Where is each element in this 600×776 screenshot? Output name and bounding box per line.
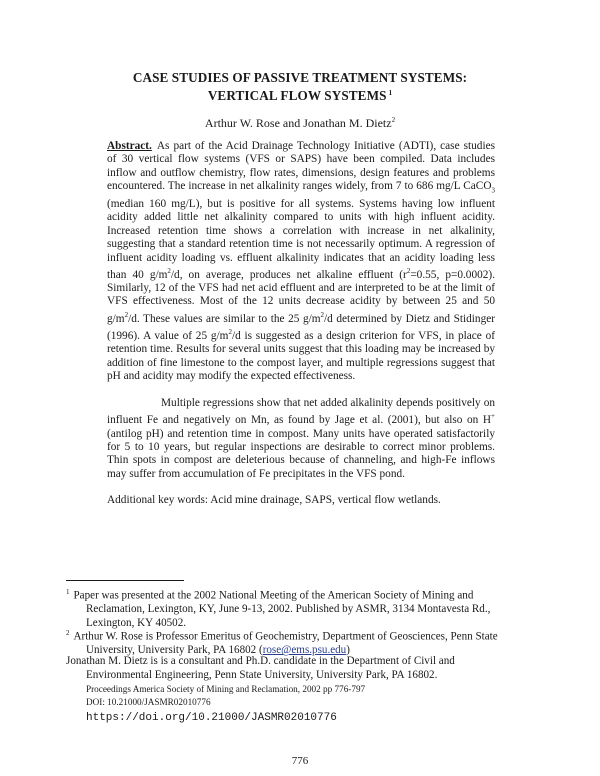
page-number: 776 <box>291 755 309 767</box>
footnote-text: Environmental Engineering, Penn State University, University Park, PA 16802. <box>86 668 438 681</box>
footnote-text: Paper was presented at the 2002 National Meeting of the American Society of Mining and <box>73 589 474 602</box>
abstract-paragraph-1 <box>107 140 495 383</box>
paper-title-text: VERTICAL FLOW SYSTEMS <box>207 88 387 103</box>
footnote-1 <box>66 586 536 630</box>
superscript: 2 <box>228 328 232 337</box>
title-footnote-marker: 1 <box>388 88 393 97</box>
footnote-text: Arthur W. Rose is Professor Emeritus of Geochemistry, Department of Geosciences, Penn State <box>73 630 498 643</box>
footnote-marker: 1 <box>66 588 70 596</box>
abstract-text: /d. These values are similar to the 25 g/m <box>128 312 321 325</box>
abstract-text: /d determined by Dietz and Stidinger (1996). A value of 25 g/m <box>107 312 495 342</box>
author-footnote-marker: 2 <box>391 116 396 124</box>
superscript: 2 <box>124 310 129 319</box>
proceedings-citation: Proceedings America Society of Mining and Reclamation, 2002 pp 776-797 <box>86 684 366 694</box>
abstract-heading: Abstract. <box>107 140 152 152</box>
key-words: Additional key words: Acid mine drainage, SAPS, vertical flow wetlands. <box>107 494 441 506</box>
author-line <box>0 116 600 131</box>
abstract-text: Multiple regressions show that net added alkalinity depends positively on influent Fe and negatively on Mn, as found by Jage et al. (2001), but also on H <box>107 397 495 427</box>
footnote-text: Reclamation, Lexington, KY, June 9-13, 2002. Published by ASMR, 3134 Montavesta Rd., Lexington, KY 40502. <box>86 603 491 629</box>
footnote-text: University, University Park, PA 16802 ( <box>86 644 263 657</box>
abstract-text: /d, on average, produces net alkaline effluent (r <box>170 268 407 281</box>
email-link[interactable]: rose@ems.psu.edu <box>262 644 347 657</box>
doi-url-link[interactable]: https://doi.org/10.21000/JASMR02010776 <box>86 712 337 724</box>
footnote-text: ) <box>346 644 350 657</box>
footnote-text: Jonathan M. Dietz is is a consultant and Ph.D. candidate in the Department of Civil and <box>66 655 455 667</box>
abstract-text: /d is suggested as a design criterion for VFS, in place of retention time. Results for several units suggest that this loading may be increased by addition of fine limestone to the compost layer, and multiple regressions suggest that pH and acidity may modify the expected effectiveness. <box>107 329 495 383</box>
author-names: Arthur W. Rose and Jonathan M. Dietz <box>204 116 392 130</box>
footnote-3 <box>66 655 536 682</box>
superscript: 2 <box>406 266 411 275</box>
abstract-text: As part of the Acid Drainage Technology Initiative (ADTI), case studies of 30 vertical flow systems (VFS or SAPS) have been compiled. Data includes inflow and outflow chemistry, flow rates, dimensions, design features and problems encountered. The increase in net alkalinity ranges widely, from 7 to 686 mg/L CaCO <box>107 140 495 193</box>
footnote-divider <box>66 580 184 581</box>
superscript: 2 <box>167 266 171 275</box>
doi-label: DOI: 10.21000/JASMR02010776 <box>86 697 211 707</box>
abstract-text: =0.55, p=0.0002). Similarly, 12 of the VFS had net acid effluent and are interpreted to be at the limit of VFS effectiveness. Most of the 12 units decrease acidity by between 25 and 50 g/m <box>107 268 495 325</box>
superscript: + <box>491 412 495 421</box>
abstract-text: (antilog pH) and retention time in compost. Many units have operated satisfactorily for 5 to 10 years, but regular inspections are desirable to correct minor problems. Thin spots in compost are deleterious because of channeling, and high-Fe inflows may suffer from accumulation of Fe precipitates in the VFS pond. <box>107 427 495 480</box>
abstract-paragraph-2 <box>107 397 495 481</box>
footnote-marker: 2 <box>66 629 70 637</box>
subscript: 3 <box>491 186 495 195</box>
footnote-2 <box>66 627 536 658</box>
superscript: 2 <box>320 310 325 319</box>
abstract-text: (median 160 mg/L), but is positive for all systems. Systems having low influent acidity added little net alkalinity compared to units with high influent acidity. Increased retention time shows a correlation with increase in net alkalinity, suggesting that a standard retention time is not necessarily optimum. A regression of influent acidity loading vs. effluent alkalinity indicates that an acidity loading less than 40 g/m <box>107 197 495 281</box>
paper-title-line-2 <box>0 88 600 104</box>
paper-title-line-1: CASE STUDIES OF PASSIVE TREATMENT SYSTEMS: <box>132 70 468 85</box>
